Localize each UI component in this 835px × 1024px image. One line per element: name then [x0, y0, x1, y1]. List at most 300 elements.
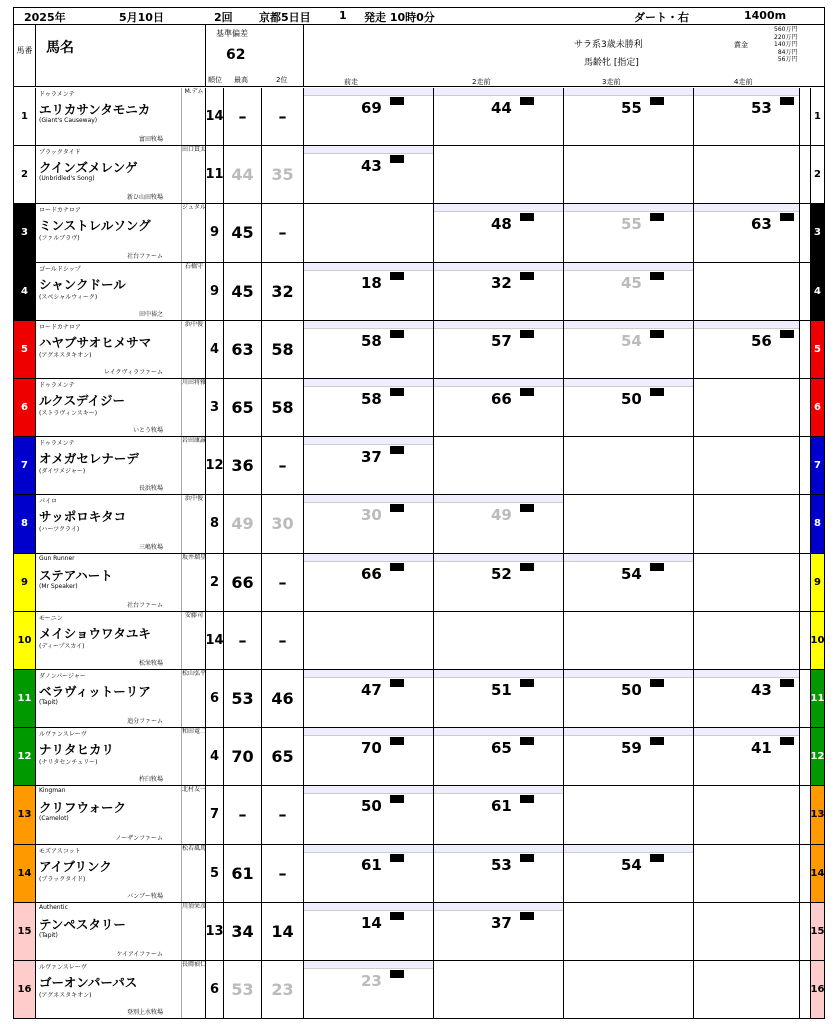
- start-time: 発走 10時0分: [364, 11, 435, 24]
- dam-sire: (Tapit): [39, 699, 58, 706]
- sire: パイロ: [39, 498, 58, 506]
- best-score: –: [224, 88, 262, 145]
- jockey: 松山弘平: [181, 670, 206, 727]
- umaban-right: 7: [810, 437, 824, 494]
- past-race-2: [434, 728, 564, 785]
- second-score: 58: [262, 379, 304, 436]
- race-score: 49: [491, 506, 512, 525]
- past-race-4: [694, 437, 800, 494]
- second-score: 23: [262, 961, 304, 1018]
- gate-badge: [520, 504, 534, 512]
- umaban: 7: [14, 437, 36, 494]
- past-race-1: [304, 379, 434, 436]
- breeder: ノーザンファーム: [115, 834, 163, 842]
- past-race-1: [304, 437, 434, 494]
- race-score: 61: [491, 797, 512, 816]
- jockey: 長岡禎仁: [181, 961, 206, 1018]
- past-race-4: [694, 554, 800, 611]
- sire: ブラックタイド: [39, 149, 81, 157]
- rank: 14: [206, 88, 224, 145]
- gate-badge: [390, 912, 404, 920]
- gate-badge: [390, 854, 404, 862]
- dam-sire: (Unbridled's Song): [39, 175, 95, 183]
- horse-row: [14, 845, 824, 903]
- gate-badge: [780, 330, 794, 338]
- past-race-2: [434, 961, 564, 1018]
- horse-row: [14, 786, 824, 844]
- horse-row: [14, 321, 824, 379]
- table-header: [14, 25, 824, 87]
- umaban-right: 3: [810, 204, 824, 261]
- past-race-4: [694, 612, 800, 669]
- jockey: 川須栄彦: [181, 903, 206, 960]
- breeder: バンブー牧場: [127, 892, 163, 900]
- umaban: 1: [14, 88, 36, 145]
- rank: 6: [206, 670, 224, 727]
- gate-badge: [390, 272, 404, 280]
- place: 京都5日目: [259, 11, 311, 24]
- race-score: 57: [491, 331, 512, 350]
- horse-row: [14, 554, 824, 612]
- past-race-2: [434, 554, 564, 611]
- horse-row: [14, 495, 824, 553]
- dam-sire: (ディープスカイ): [39, 642, 85, 650]
- umaban-right: 8: [810, 495, 824, 552]
- past-race-2: [434, 437, 564, 494]
- rank: 8: [206, 495, 224, 552]
- past-race-2: [434, 845, 564, 902]
- past-race-3: [564, 88, 694, 145]
- past-race-4: [694, 845, 800, 902]
- race-class: サラ系3歳未勝利: [574, 40, 643, 50]
- past-race-3: [564, 903, 694, 960]
- race-score: 66: [361, 564, 382, 583]
- horse-name[interactable]: ステアハート: [39, 567, 113, 583]
- gate-badge: [650, 388, 664, 396]
- second-score: 65: [262, 728, 304, 785]
- breeder: 新ひ山田牧場: [126, 194, 163, 202]
- jockey: 田口貫太: [181, 146, 206, 203]
- gate-badge: [390, 155, 404, 163]
- race-score: 58: [361, 390, 382, 408]
- prev3-header: 3走前: [602, 78, 621, 86]
- race-score: 23: [361, 972, 382, 990]
- gate-badge: [650, 563, 664, 571]
- past-race-1: [304, 321, 434, 378]
- race-score: 50: [361, 797, 382, 816]
- past-race-1: [304, 728, 434, 785]
- race-score: 41: [751, 739, 772, 758]
- horse-row: [14, 670, 824, 728]
- jockey: 川田将雅: [181, 379, 206, 436]
- dam-sire: (アグネスタキオン): [39, 351, 92, 359]
- dam-sire: (アグネスタキオン): [39, 992, 92, 999]
- dam-sire: (Camelot): [39, 815, 69, 823]
- horse-name[interactable]: テンペスタリー: [39, 916, 126, 932]
- past-race-1: [304, 88, 434, 145]
- past-race-4: [694, 379, 800, 436]
- past-race-2: [434, 786, 564, 843]
- umaban: 14: [14, 845, 36, 902]
- second-score: –: [262, 786, 304, 843]
- gate-badge: [520, 272, 534, 280]
- past-race-4: [694, 263, 800, 320]
- umaban: 12: [14, 728, 36, 785]
- gate-badge: [390, 388, 404, 396]
- race-score: 54: [621, 855, 642, 874]
- horse-row: [14, 146, 824, 204]
- umaban: 3: [14, 204, 36, 261]
- race-score: 55: [621, 99, 642, 117]
- race-condition: 馬齢牝 [指定]: [584, 58, 639, 68]
- second-score: 30: [262, 495, 304, 552]
- race-score: 51: [491, 681, 512, 699]
- past-race-2: [434, 204, 564, 261]
- breeder: いとう牧場: [132, 427, 163, 435]
- umaban-right: 6: [810, 379, 824, 436]
- umaban: 13: [14, 786, 36, 843]
- dam-sire: (スペシャルウィーク): [39, 293, 98, 301]
- sire: ドゥラメンテ: [39, 91, 75, 98]
- umaban-right: 4: [810, 263, 824, 320]
- best-score: 70: [224, 728, 262, 785]
- sire: ルヴァンスレーヴ: [39, 731, 87, 739]
- course: ダート・右: [634, 11, 689, 24]
- kai: 2回: [214, 11, 233, 24]
- rank: 4: [206, 728, 224, 785]
- jockey: 安藤司: [181, 612, 206, 669]
- race-sheet: [13, 7, 825, 1019]
- base-label: 基準偏差: [216, 29, 248, 38]
- horse-row: [14, 263, 824, 321]
- best-score: 44: [224, 146, 262, 203]
- past-race-3: [564, 146, 694, 203]
- jockey: 石橋守: [181, 263, 206, 320]
- best-score: –: [224, 612, 262, 669]
- past-race-4: [694, 321, 800, 378]
- past-race-2: [434, 321, 564, 378]
- gate-badge: [520, 213, 534, 221]
- gate-badge: [390, 737, 404, 745]
- breeder: 松栄牧場: [138, 659, 163, 667]
- past-race-1: [304, 961, 434, 1018]
- gate-badge: [650, 737, 664, 745]
- rank: 11: [206, 146, 224, 203]
- umaban-header: 馬番: [14, 25, 36, 87]
- horse-name[interactable]: ミンストレルソング: [39, 218, 151, 234]
- umaban: 16: [14, 961, 36, 1018]
- horse-name[interactable]: アイブリンク: [39, 858, 112, 874]
- rank: 2: [206, 554, 224, 611]
- umaban: 8: [14, 495, 36, 552]
- gate-badge: [390, 446, 404, 454]
- race-score: 69: [361, 99, 382, 117]
- sire: ダノンパージャー: [39, 673, 86, 680]
- gate-badge: [390, 563, 404, 571]
- gate-badge: [390, 970, 404, 978]
- horse-row: [14, 961, 824, 1019]
- past-race-3: [564, 437, 694, 494]
- sire: ルヴァンスレーヴ: [39, 964, 87, 971]
- past-race-2: [434, 903, 564, 960]
- best-score: 63: [224, 321, 262, 378]
- race-score: 45: [621, 273, 642, 292]
- rank: 14: [206, 612, 224, 669]
- past-race-2: [434, 146, 564, 203]
- race-score: 32: [491, 273, 512, 292]
- dam-sire: (ダイワメジャー): [39, 468, 86, 476]
- past-race-4: [694, 146, 800, 203]
- gate-badge: [520, 912, 534, 920]
- rank: 12: [206, 437, 224, 494]
- race-score: 14: [361, 913, 382, 932]
- gate-badge: [650, 213, 664, 221]
- rank: 7: [206, 786, 224, 843]
- best-score: 49: [224, 495, 262, 552]
- race-score: 53: [491, 855, 512, 874]
- breeder: 富田牧場: [138, 136, 163, 144]
- dam-sire: (ファルブラヴ): [39, 235, 80, 243]
- dam-sire: (ハーツクライ): [39, 526, 80, 534]
- umaban: 2: [14, 146, 36, 203]
- rank-header: 順位: [208, 76, 222, 84]
- second-score: 14: [262, 903, 304, 960]
- sire: モズアスコット: [39, 847, 81, 855]
- sire: Kingman: [39, 787, 66, 795]
- past-race-4: [694, 670, 800, 727]
- horse-name[interactable]: サッポロキタコ: [39, 509, 127, 525]
- horse-name[interactable]: ハヤブサオヒメサマ: [39, 334, 152, 350]
- horse-header: 馬名: [46, 40, 74, 56]
- sire: ロードカナロア: [39, 323, 81, 331]
- breeder: レイクヴィラファーム: [103, 368, 163, 376]
- date: 5月10日: [119, 11, 164, 24]
- umaban-right: 9: [810, 554, 824, 611]
- breeder: 田中裕之: [138, 310, 163, 318]
- second-score: –: [262, 88, 304, 145]
- race-score: 44: [491, 99, 512, 117]
- umaban-right: 15: [810, 903, 824, 960]
- past-race-1: [304, 612, 434, 669]
- gate-badge: [520, 737, 534, 745]
- dam-sire: (ブラックタイド): [39, 875, 86, 883]
- gate-badge: [520, 563, 534, 571]
- sire: ドゥラメンテ: [39, 382, 75, 389]
- race-header-bar: [14, 8, 824, 25]
- breeder: 杵臼牧場: [138, 776, 163, 784]
- race-score: 43: [751, 681, 772, 699]
- race-score: 30: [361, 506, 382, 525]
- gate-badge: [520, 388, 534, 396]
- second-score: –: [262, 437, 304, 494]
- best-score: 45: [224, 263, 262, 320]
- sire: ロードカナロア: [39, 207, 81, 215]
- umaban: 10: [14, 612, 36, 669]
- race-score: 47: [361, 681, 382, 699]
- horse-name[interactable]: ベラヴィットーリア: [39, 684, 151, 699]
- gate-badge: [520, 330, 534, 338]
- race-score: 54: [621, 564, 642, 583]
- race-score: 48: [491, 215, 512, 234]
- gate-badge: [390, 679, 404, 687]
- best-score: 66: [224, 554, 262, 611]
- horse-name[interactable]: クリフウォーク: [39, 800, 127, 816]
- past-race-1: [304, 204, 434, 261]
- past-race-1: [304, 263, 434, 320]
- jockey: 和田竜二: [181, 728, 206, 785]
- umaban-right: 16: [810, 961, 824, 1018]
- horse-name[interactable]: メイショウワタユキ: [39, 625, 151, 641]
- best-score: 53: [224, 670, 262, 727]
- second-score: 58: [262, 321, 304, 378]
- best-score: 65: [224, 379, 262, 436]
- past-race-3: [564, 554, 694, 611]
- race-score: 52: [491, 564, 512, 583]
- horse-name[interactable]: クインズメレンゲ: [39, 160, 138, 176]
- gate-badge: [520, 854, 534, 862]
- gate-badge: [780, 737, 794, 745]
- past-race-3: [564, 379, 694, 436]
- race-score: 18: [361, 273, 382, 292]
- year: 2025年: [24, 11, 66, 24]
- breeder: 社台ファーム: [127, 601, 163, 609]
- horse-name[interactable]: ゴーオンパーパス: [39, 975, 138, 990]
- best-score: 36: [224, 437, 262, 494]
- race-score: 63: [751, 215, 772, 234]
- gate-badge: [650, 330, 664, 338]
- jockey: 浜中俊: [181, 495, 206, 552]
- past-race-2: [434, 495, 564, 552]
- umaban-right: 14: [810, 845, 824, 902]
- past-race-4: [694, 786, 800, 843]
- jockey: 浜中俊: [181, 321, 206, 378]
- second-score: –: [262, 554, 304, 611]
- second-score: 46: [262, 670, 304, 727]
- past-race-4: [694, 903, 800, 960]
- sire: ドゥラメンテ: [39, 440, 75, 448]
- past-race-3: [564, 845, 694, 902]
- past-race-3: [564, 786, 694, 843]
- gate-badge: [650, 679, 664, 687]
- race-score: 55: [621, 215, 642, 234]
- past-race-3: [564, 204, 694, 261]
- race-score: 50: [621, 390, 642, 408]
- horse-row: [14, 612, 824, 670]
- second-score: –: [262, 845, 304, 902]
- jockey: 松若風馬: [181, 845, 206, 902]
- sire: モーニン: [39, 614, 63, 622]
- horse-name[interactable]: ルクスデイジー: [39, 393, 126, 408]
- past-race-3: [564, 495, 694, 552]
- prev-header: 前走: [344, 78, 358, 86]
- past-race-3: [564, 612, 694, 669]
- best-header: 最高: [234, 76, 248, 84]
- gate-badge: [390, 504, 404, 512]
- horse-row: [14, 903, 824, 961]
- gate-badge: [390, 795, 404, 803]
- jockey: 北村友一: [181, 786, 206, 843]
- past-race-1: [304, 146, 434, 203]
- jockey: 坂井瑠星: [181, 554, 206, 611]
- breeder: 追分ファーム: [127, 718, 163, 726]
- rank: 13: [206, 903, 224, 960]
- horse-name[interactable]: エリカサンタモニカ: [39, 102, 151, 117]
- umaban-right: 10: [810, 612, 824, 669]
- breeder: 社台ファーム: [127, 252, 163, 260]
- horse-name[interactable]: オメガセレナーデ: [39, 451, 139, 467]
- horse-name[interactable]: ナリタヒカリ: [39, 742, 115, 758]
- past-race-3: [564, 670, 694, 727]
- gate-badge: [520, 679, 534, 687]
- dam-sire: (Giant's Causeway): [39, 117, 98, 124]
- umaban: 4: [14, 263, 36, 320]
- race-score: 54: [621, 331, 642, 350]
- best-score: 34: [224, 903, 262, 960]
- gate-badge: [520, 97, 534, 105]
- sire: ゴールドシップ: [39, 265, 81, 273]
- sire: Gun Runner: [39, 554, 75, 562]
- best-score: 45: [224, 204, 262, 261]
- gate-badge: [780, 679, 794, 687]
- prize-label: 賞金: [734, 41, 748, 49]
- race-score: 61: [361, 855, 382, 874]
- past-race-3: [564, 263, 694, 320]
- dam-sire: (ストラヴィンスキー): [39, 410, 98, 417]
- race-score: 53: [751, 99, 772, 117]
- prev2-header: 2走前: [472, 78, 491, 86]
- umaban: 11: [14, 670, 36, 727]
- dam-sire: (ナリタセンチュリー): [39, 759, 98, 767]
- jockey: 岩田康誠: [181, 437, 206, 494]
- rank: 5: [206, 845, 224, 902]
- jockey: ジュタル: [181, 204, 206, 261]
- past-race-3: [564, 961, 694, 1018]
- breeder: ケイアイファーム: [116, 950, 163, 958]
- past-race-1: [304, 786, 434, 843]
- gate-badge: [650, 97, 664, 105]
- race-number: 1: [339, 9, 347, 22]
- umaban-right: 12: [810, 728, 824, 785]
- prev4-header: 4走前: [734, 78, 753, 86]
- past-race-4: [694, 495, 800, 552]
- race-score: 43: [361, 157, 382, 176]
- horse-name[interactable]: シャンクドール: [39, 276, 126, 292]
- umaban: 9: [14, 554, 36, 611]
- second-score: –: [262, 204, 304, 261]
- past-race-2: [434, 263, 564, 320]
- umaban: 15: [14, 903, 36, 960]
- horse-row: [14, 204, 824, 262]
- umaban-right: 11: [810, 670, 824, 727]
- umaban-right: 2: [810, 146, 824, 203]
- race-score: 37: [361, 448, 382, 467]
- rank: 9: [206, 263, 224, 320]
- breeder: 三嶋牧場: [138, 543, 163, 551]
- race-score: 50: [621, 681, 642, 699]
- best-score: 53: [224, 961, 262, 1018]
- umaban-right: 13: [810, 786, 824, 843]
- gate-badge: [780, 213, 794, 221]
- prize-list: 560万円 220万円 140万円 84万円 56万円: [774, 26, 798, 63]
- past-race-3: [564, 321, 694, 378]
- race-score: 65: [491, 739, 512, 758]
- gate-badge: [390, 97, 404, 105]
- past-race-1: [304, 845, 434, 902]
- past-race-4: [694, 88, 800, 145]
- race-score: 58: [361, 331, 382, 350]
- race-score: 59: [621, 739, 642, 758]
- umaban-right: 5: [810, 321, 824, 378]
